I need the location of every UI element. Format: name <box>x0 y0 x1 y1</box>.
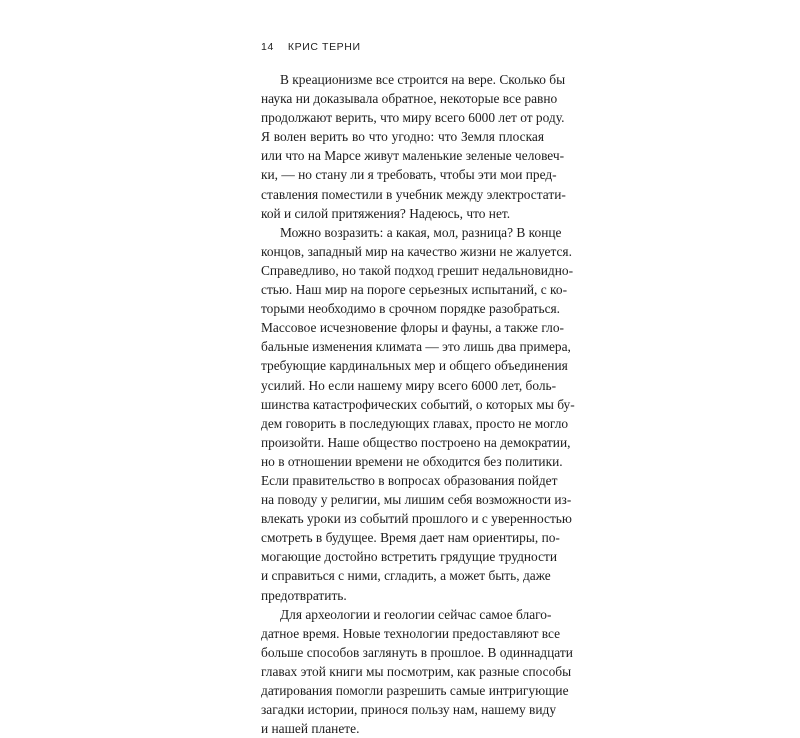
paragraph <box>261 605 573 738</box>
running-title: КРИС ТЕРНИ <box>287 41 361 53</box>
text-line: дем говорить в последующих главах, просто не могло <box>261 415 569 431</box>
text-line: датное время. Новые технологии предоставляют все <box>261 625 561 641</box>
text-line: датирования помогли разрешить самые интригующие <box>261 683 569 698</box>
page-number: 14 <box>261 41 274 53</box>
text-line: могающие достойно встретить грядущие трудности <box>261 549 558 565</box>
text-line: ставления поместили в учебник между электростати- <box>261 186 566 202</box>
body-text <box>261 70 575 738</box>
text-line: влекать уроки из событий прошлого и с уверенностью <box>261 511 572 527</box>
text-line: и справиться с ними, сгладить, а может быть, даже <box>261 568 551 584</box>
text-line: Для археологии и геологии сейчас самое благо- <box>280 606 552 622</box>
text-line: произойти. Наше общество построено на демократии, <box>261 434 571 450</box>
text-line: Я волен верить во что угодно: что Земля плоская <box>261 129 544 145</box>
text-line: продолжают верить, что миру всего 6000 лет от роду. <box>261 110 565 126</box>
paragraph <box>261 70 566 223</box>
text-line: кой и силой притяжения? Надеюсь, что нет. <box>261 205 511 221</box>
text-line: В креационизме все строится на вере. Сколько бы <box>280 72 566 87</box>
text-line: стью. Наш мир на пороге серьезных испытаний, с ко- <box>261 282 568 298</box>
text-line: и нашей планете. <box>261 721 360 737</box>
text-line: загадки истории, принося пользу нам, нашему виду <box>261 702 557 718</box>
running-header <box>261 41 361 53</box>
text-line: концов, западный мир на качество жизни не жалуется. <box>261 243 572 259</box>
text-line: усилий. Но если нашему миру всего 6000 лет, боль- <box>261 377 557 393</box>
text-line: на поводу у религии, мы лишим себя возможности из- <box>261 492 572 508</box>
text-line: шинства катастрофических событий, о которых мы бу- <box>261 396 575 412</box>
paragraph <box>261 223 575 605</box>
text-line: Массовое исчезновение флоры и фауны, а также гло- <box>261 320 564 336</box>
text-line: Справедливо, но такой подход грешит недальновидно- <box>261 262 574 278</box>
text-line: торыми необходимо в срочном порядке разобраться. <box>261 301 561 317</box>
text-line: Если правительство в вопросах образования пойдет <box>261 472 558 488</box>
text-line: больше способов заглянуть в прошлое. В одиннадцати <box>261 644 573 660</box>
text-line: предотвратить. <box>261 587 347 603</box>
text-line: требующие кардинальных мер и общего объединения <box>261 358 568 374</box>
text-line: смотреть в будущее. Время дает нам ориентиры, по- <box>261 530 560 546</box>
text-line: но в отношении времени не обходится без политики. <box>261 453 563 469</box>
text-line: наука ни доказывала обратное, некоторые все равно <box>261 91 558 107</box>
text-line: главах этой книги мы посмотрим, как разные способы <box>261 663 572 679</box>
text-line: бальные изменения климата — это лишь два примера, <box>261 339 571 355</box>
text-line: или что на Марсе живут маленькие зеленые человеч- <box>261 148 565 164</box>
text-line: Можно возразить: а какая, мол, разница? В конце <box>280 224 562 240</box>
text-line: ки, — но стану ли я требовать, чтобы эти мои пред- <box>261 167 557 183</box>
